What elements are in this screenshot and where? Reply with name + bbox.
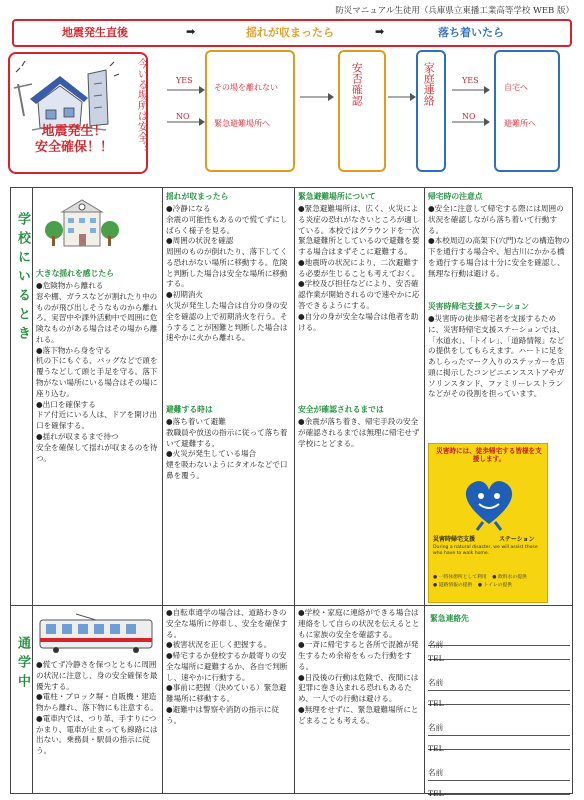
after-shaking-box [205, 50, 295, 172]
memo-label: 名前 [428, 640, 444, 649]
memo-label: 名前 [428, 678, 444, 687]
memo-label: 名前 [428, 723, 444, 732]
memo-line [428, 704, 570, 705]
memo-label: TEL [428, 744, 444, 753]
memo-label: 名前 [428, 768, 444, 777]
heading-evac-site: 緊急避難場所について [298, 192, 376, 201]
branch-arrows-icon [450, 84, 492, 130]
school-col4-text-2: ●災害時の徒歩帰宅者を支援するために、災害時帰宅支援ステーションでは、「水道水」、「トイレ」、「道路情報」などの提供をしてもらえます。ハートに足をあしらったマーク入りのステッカーを店頭に掲示したコンビニエンスストアやガソリンスタンド、ファミリーレストランなどがその役割を担っています。 [428, 314, 565, 399]
memo-name-field[interactable] [428, 670, 570, 690]
memo-name-field[interactable] [428, 760, 570, 780]
memo-line [428, 749, 570, 750]
no-label: NO [176, 112, 190, 121]
poster-item: ● トイレの提供 [477, 582, 513, 588]
heading-support-station: 災害時帰宅支援ステーション [428, 302, 529, 311]
home-text: 自宅へ [504, 83, 528, 92]
arrow-icon [298, 90, 338, 104]
safety-alert: 地震発生！ 安全確保！！ [34, 124, 113, 156]
side-label-commute: 通学中 [15, 636, 30, 693]
poster-sub: 災害時帰宅支援 [433, 536, 476, 543]
divider [32, 187, 33, 794]
arrow-right-icon: ➡ [375, 25, 385, 38]
train-icon [36, 612, 156, 656]
divider [294, 187, 295, 794]
commute-col2-text: ●自転車通学の場合は、道路わきの安全な場所に停車し、安全を確保する。 ●被害状況を正しく把握する。 ●帰宅するか登校するか最寄りの安全な場所に避難するか、各自で判断し、速やかに行動する。 ●事前に把握（決めている）緊急避難場所に移動する。 ●避難中は警察や消防の指示に従う。 [166, 608, 288, 725]
poster-title: 災害時には、徒歩帰宅する皆様を支援します。 [436, 447, 542, 463]
side-label-school: 学校にいるとき [15, 212, 30, 345]
commute-col1-text: ●慌てず冷静さを保つとともに周囲の状況に注意し、身の安全確保を最優先する。 ●電柱・ブロック塀・自販機・建造物から離れ、落下物にも注意する。 ●電車内では、つり革、手すりにつかまり、電車が止まっても線路には出ない。乗務員・駅員の指示に従う。 [36, 660, 158, 756]
phase-calmed: 落ち着いたら [438, 26, 504, 39]
memo-tel-field[interactable] [428, 781, 570, 798]
contact-memo [428, 630, 570, 798]
school-col4-text: ●安全に注意して帰宅する際には周囲の状況を確認しながら落ち着いて行動する。 ●本校周辺の高架下(穴門)などの構造物の下を通行する場合や、旭古川にかかる橋を通行する場合は十分に安全を確認し、無理な行動は避ける。 [428, 204, 570, 278]
heading-after-shaking: 揺れが収まったら [166, 192, 229, 201]
yes-label: YES [176, 76, 193, 85]
poster-item: ● 一時休憩所として利用 [433, 575, 487, 580]
arrow-icon [386, 90, 418, 104]
heading-going-home: 帰宅時の注意点 [428, 192, 483, 201]
school-col2-text: ●冷静になる 余震の可能性もあるので慌てずにしばらく様子を見る。 ●周囲の状況を確認 周囲のものが倒れたり、落下してくる恐れがない場所に移動する。危険と判断した場合は安全な場所に移動する。 ●初期消火 火災が発生した場合は自分の身の安全を確認の上で初期消火を行う。そうすることが困難と判断した場合は速やかに火から離れる。 [166, 204, 288, 343]
poster-station: ステーション [499, 536, 535, 543]
contact-text: 家庭連絡 [422, 62, 436, 106]
divider [10, 605, 573, 606]
branch-arrows-icon [165, 84, 207, 130]
commute-col3-text: ●学校・家庭に連絡ができる場合は連絡をして自らの状況を伝えるとともに家族の安全を確認する。 ●一斉に帰宅すると各所で混雑が発生するため余裕をもった行動をする。 ●日没後の行動は危険で、夜間には犯罪に巻き込まれる恐れもあるため、一人での行動は避ける。 ●無理をせずに、緊急避難場所にとどまることも考える。 [298, 608, 420, 725]
memo-label: TEL [428, 789, 444, 798]
support-station-poster [428, 443, 548, 603]
question-text: 今いる場所は安全？ [136, 58, 149, 153]
divider [424, 187, 425, 794]
poster-english: During a natural disaster, we will assist those who have to walk home. [433, 545, 538, 556]
phase-immediate: 地震発生直後 [62, 26, 128, 39]
heart-with-feet-icon [457, 472, 521, 532]
memo-name-field[interactable] [428, 632, 570, 649]
poster-item: ● 道路情報の提供 [433, 582, 473, 588]
memo-tel-field[interactable] [428, 691, 570, 708]
memo-line [428, 794, 570, 795]
memo-label: TEL [428, 654, 444, 663]
no-label-2: NO [462, 112, 476, 121]
yes-label-2: YES [462, 76, 479, 85]
memo-tel-field[interactable] [428, 646, 570, 663]
phase-after-shaking: 揺れが収まったら [246, 26, 334, 39]
heading-evacuation: 避難する時は [166, 405, 213, 414]
destination-box [494, 50, 560, 172]
memo-name-field[interactable] [428, 715, 570, 735]
school-col1-text: ●危険物から離れる 窓や棚、ガラスなどが割れたり中のものが飛び出しそうなものから離れろ。実習中や課外活動中で周囲に危険なものがある場合はその場から離れる。 ●落下物から身を守る 机の下にもぐる、バッグなどで頭を覆うなどして頭と手足を守る。落下物がない場所にいる場合はその場に座り込む。 ●出口を確保する ドア付近にいる人は、ドアを開け出口を確保する。 ●揺れが収まるまで待つ 安全を確保して揺れが収まるのを待つ。 [36, 281, 158, 463]
memo-label: TEL [428, 699, 444, 708]
poster-item: ● 飲料水の提供 [492, 575, 527, 580]
school-col3-text-2: ●余震が落ち着き、帰宅手段の安全が確認されるまでは無理に帰宅せず学校にとどまる。 [298, 417, 420, 448]
divider [162, 187, 163, 794]
heading-until-safe: 安全が確認されるまでは [298, 405, 384, 414]
memo-line [428, 659, 570, 660]
memo-tel-field[interactable] [428, 736, 570, 753]
arrow-right-icon: ➡ [186, 25, 196, 38]
evac-text: 緊急避難場所へ [214, 119, 270, 128]
heading-big-shaking: 大きな揺れを感じたら [36, 269, 114, 278]
emergency-contact-title: 緊急連絡先 [430, 614, 469, 623]
poster-items [433, 574, 545, 589]
confirm-text: 安否確認 [350, 62, 364, 106]
stay-text: その場を離れない [214, 83, 278, 92]
school-col3-text: ●緊急避難場所は、広く、火災による炎症の恐れがなさいところが適している。本校ではグラウンドを一次緊急避難所としているので避難を要する場合はまずそこに避難する。 ●地震時の状況により、二次避難する必要が生じることも考えておく。 ●学校及び担任などにより、安否確認作業が開始されるので速やかに応答できるようにする。 ●自分の身が安全な場合は他者を助ける。 [298, 204, 420, 332]
header-note: 防災マニュアル生徒用（兵庫県立東播工業高等学校 WEB 版） [335, 6, 574, 16]
school-col2-text-2: ●落ち着いて避難 教職員や放送の指示に従って落ち着いて避難する。 ●火災が発生している場合 煙を吸わないようにタオルなどで口鼻を覆う。 [166, 417, 288, 480]
shelter-text: 避難所へ [504, 119, 536, 128]
school-building-icon [42, 190, 122, 250]
